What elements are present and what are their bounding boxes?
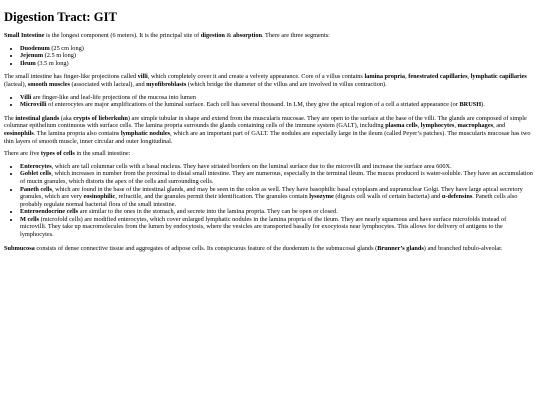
cell-types-intro <box>4 150 533 158</box>
text-segment: There are five <box>4 150 41 158</box>
lysozyme-term: lysozyme <box>309 193 334 201</box>
villi-list <box>4 94 533 109</box>
villi-paragraph <box>4 73 533 88</box>
absorption-term: absorption <box>232 32 263 39</box>
text-segment: The <box>4 114 16 122</box>
cell-type-name: Goblet cells <box>20 170 52 178</box>
villi-term: villi <box>137 73 148 81</box>
intestinal-glands-paragraph <box>4 115 533 145</box>
list-item <box>20 208 533 216</box>
list-item <box>20 52 533 60</box>
lymphatic-nodules-term: lymphatic nodules <box>120 129 171 137</box>
text-segment: (lacteal), <box>4 80 28 88</box>
types-of-cells-term: types of cells <box>40 150 75 158</box>
text-segment: , <box>405 73 409 81</box>
text-segment: (aka <box>59 114 74 122</box>
segment-detail: (3.5 m long) <box>35 59 69 67</box>
segment-list <box>4 45 533 68</box>
villi-item-term: Villi <box>20 93 32 101</box>
text-segment: is the longest component (6 meters). It is the principal site of <box>44 32 201 39</box>
segment-detail: (25 cm long) <box>49 44 84 52</box>
lymphocytes-term: lymphocytes <box>420 122 455 130</box>
list-item <box>20 94 533 102</box>
microvilli-item-term: Microvilli <box>20 101 47 109</box>
text-segment: ). <box>481 101 485 109</box>
text-segment: , which completely cover it and create a velvety appearance. Core of a villus contains <box>147 73 365 81</box>
eosinophils-term: eosinophils <box>4 129 34 137</box>
segment-name: Ileum <box>20 59 36 67</box>
defensins-term: α-defensins <box>441 193 473 201</box>
page-title: Digestion Tract: GIT <box>4 10 117 24</box>
text-segment: , which are tall columnar cells with a basal nucleus. They have striated borders on the luminal surface due to the microvilli and increase the surface area 600X. <box>51 162 452 170</box>
list-item <box>20 163 533 171</box>
text-segment: (digests cell walls of certain bacteria) and <box>333 193 442 201</box>
small-intestine-term: Small Intestine <box>4 32 45 39</box>
segment-name: Jejenum <box>20 52 44 60</box>
crypts-term: crypts of lieberkuhn <box>73 114 128 122</box>
small-intestine-intro <box>4 32 533 40</box>
list-item <box>20 60 533 68</box>
myofibroblasts-term: myofibroblasts <box>146 80 187 88</box>
list-item <box>20 45 533 53</box>
list-item <box>20 101 533 109</box>
text-segment: ) are simple tubular in shape and extend from the muscularis mucosae. They are open to the surface at the base of the villi. The glands are composed of simple columnar epithelium continuous with surface cells. The lamina propria surrounds the glands containing cells of the immune system (GALT), including <box>4 114 527 130</box>
list-item <box>20 216 533 239</box>
lamina-propria-term: lamina propria <box>364 73 406 81</box>
digestion-term: digestion <box>200 32 225 39</box>
brunners-glands-term: Brunner’s glands <box>377 244 424 252</box>
text-segment: are finger-like and leaf-life projections of the mucosa into lumen <box>31 93 196 101</box>
text-segment: (which bridge the diameter of the villus and are involved in villus contraction). <box>186 80 387 88</box>
submucosa-term: Submucosa <box>4 244 35 252</box>
text-segment: ) and branched tubulo-alveolar. <box>423 244 503 252</box>
smooth-muscles-term: smooth muscles <box>27 80 70 88</box>
list-item <box>20 186 533 209</box>
text-segment: . The lamina propria also contains <box>33 129 121 137</box>
brush-term: BRUSH <box>459 101 482 109</box>
text-segment: (microfold cells) are modified enterocytes, which cover enlarged lymphatic nodules in the lamina propria of the ileum. They are nearly squamous and have surface microfolds instead of microvilli. They take up macromolecules from the lumen by endocytosis, where the vesicles are transported basally for exocytosis near lymphocytes. This allows for delivery of antigens to the lymphocytes. <box>20 215 507 239</box>
text-segment: in the small intestine: <box>74 150 131 158</box>
text-segment: & <box>224 32 233 39</box>
plasma-cells-term: plasma cells <box>385 122 418 130</box>
submucosa-paragraph <box>4 245 533 253</box>
text-segment: , which increases in number from the proximal to distal small intestine. They are numerous, especially in the terminal ileum. The mucus produced is water-soluble. They have an accumulation of mucin granules, which distorts the apex of the cells and surrounding cells. <box>20 170 533 185</box>
cell-type-name: Enterocytes <box>20 162 52 170</box>
text-segment: , refractile, and the granules permit their identification. The granules contain <box>115 193 310 201</box>
text-segment: , <box>454 122 458 130</box>
text-segment: , <box>467 73 471 81</box>
cell-type-name: Enteroendocrine cells <box>20 208 79 216</box>
text-segment: (associated with lacteal), and <box>69 80 147 88</box>
text-segment: . Paneth cells also probably regulate normal bacterial flora of the small intestine. <box>20 193 518 208</box>
text-segment: consists of dense connective tissue and aggregates of adipose cells. Its conspicuous feature of the duodenum is the submucosal glands ( <box>34 244 378 252</box>
text-segment: . There are three segments: <box>262 32 330 39</box>
eosinophilic-term: eosinophilic <box>83 193 116 201</box>
list-item <box>20 170 533 185</box>
cell-type-name: M cells <box>20 215 40 223</box>
intestinal-glands-term: intestinal glands <box>15 114 60 122</box>
lymphatic-capillaries-term: lymphatic capillaries <box>470 73 527 81</box>
text-segment: , and <box>493 122 506 130</box>
text-segment: The small intestine has finger-like projections called <box>4 73 138 81</box>
text-segment: of enterocytes are major amplifications of the luminal surface. Each cell has several thousand. In LM, they give the apical region of a cell a striated appearance (or <box>46 101 460 109</box>
macrophages-term: macrophages <box>457 122 494 130</box>
text-segment: , <box>417 122 421 130</box>
text-segment: , which are an important part of GALT. The nodules are especially large in the ileum (called Peyer’s patches). The muscularis mucosae has two thin layers of smooth muscle, inner circular and outer longitudinal. <box>4 129 531 145</box>
segment-detail: (2.5 m long) <box>43 52 76 60</box>
text-segment: , which are found in the base of the intestinal glands, and may be seen in the colon as well. They have basophilic basal cytoplasm and supranuclear Golgi. They have large apical secretory granules, which are very <box>20 185 523 201</box>
segment-name: Duodenum <box>20 44 50 52</box>
cell-type-name: Paneth cells <box>20 185 53 193</box>
text-segment: are similar to the ones in the stomach, and secrete into the lamina propria. They can be open or closed. <box>78 208 338 216</box>
cell-types-list <box>4 163 533 239</box>
fenestrated-capillaries-term: fenestrated capillaries <box>408 73 468 81</box>
